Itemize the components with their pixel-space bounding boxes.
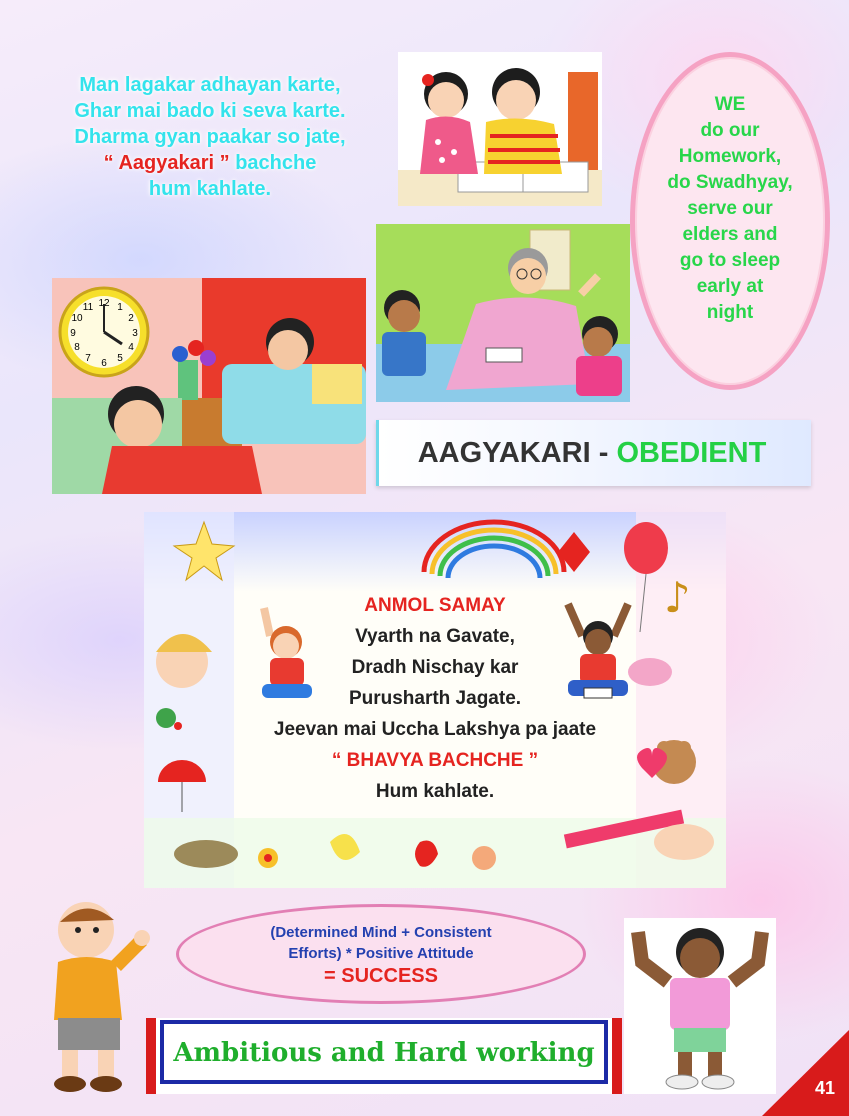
we-line: elders and xyxy=(682,224,778,245)
banner-left: AAGYAKARI - xyxy=(417,437,617,469)
clock-num: 7 xyxy=(85,353,91,364)
clock-num: 12 xyxy=(98,298,110,309)
we-oval-text xyxy=(630,92,830,326)
frame-line-2: Dradh Nischay kar xyxy=(351,657,519,678)
banner-right: OBEDIENT xyxy=(616,437,767,469)
clock-num: 2 xyxy=(128,313,134,324)
we-line: night xyxy=(706,302,754,323)
poem-line-5: hum kahlate. xyxy=(148,178,272,200)
svg-text:♪: ♪ xyxy=(664,573,691,622)
success-line-3: = SUCCESS xyxy=(324,965,438,987)
clock-num: 6 xyxy=(101,358,107,369)
we-line: go to sleep xyxy=(679,250,781,271)
children-studying-illustration xyxy=(398,52,602,206)
page-number-tab xyxy=(762,1030,849,1116)
poem xyxy=(30,72,390,202)
clock-num: 3 xyxy=(132,328,138,339)
poem-line-4 xyxy=(30,150,390,176)
frame-line-3: Purusharth Jagate. xyxy=(348,688,522,709)
frame-title: ANMOL SAMAY xyxy=(364,595,506,616)
page-number: 41 xyxy=(814,1078,836,1098)
poem-aagyakari: “ Aagyakari ” xyxy=(103,152,230,174)
we-line: do our xyxy=(700,120,760,141)
success-line-1: (Determined Mind + Consistent xyxy=(270,924,492,941)
clock-num: 11 xyxy=(82,302,94,313)
poem-line-3: Dharma gyan paakar so jate, xyxy=(74,126,346,148)
ambitious-banner-text: Ambitious and Hard working xyxy=(173,1038,595,1068)
we-line: WE xyxy=(714,94,746,115)
success-formula xyxy=(176,922,586,987)
frame-line-6: Hum kahlate. xyxy=(375,781,495,802)
we-line: early at xyxy=(696,276,764,297)
grandmother-teaching-illustration xyxy=(376,224,630,402)
frame-poem xyxy=(200,590,670,807)
frame-line-5: “ BHAVYA BACHCHE ” xyxy=(331,750,539,771)
clock-icon xyxy=(56,284,152,380)
frame-line-4: Jeevan mai Uccha Lakshya pa jaate xyxy=(273,719,597,740)
clock-num: 1 xyxy=(117,302,123,313)
success-line-2: Efforts) * Positive Attitude xyxy=(288,945,474,962)
poem-line-2: Ghar mai bado ki seva karte. xyxy=(74,100,346,122)
strong-boy-illustration xyxy=(624,918,776,1094)
poem-line-4-rest: bachche xyxy=(229,152,317,174)
clock-num: 9 xyxy=(70,328,76,339)
obedient-banner-text xyxy=(376,436,808,470)
thinking-boy-illustration xyxy=(24,900,160,1096)
we-line: serve our xyxy=(687,198,773,219)
frame-line-1: Vyarth na Gavate, xyxy=(355,626,515,647)
clock-num: 5 xyxy=(117,353,123,364)
clock-num: 4 xyxy=(128,342,134,353)
clock-num: 10 xyxy=(71,313,83,324)
poem-line-1: Man lagakar adhayan karte, xyxy=(79,74,341,96)
clock-num: 8 xyxy=(74,342,80,353)
we-line: Homework, xyxy=(678,146,782,167)
we-line: do Swadhyay, xyxy=(667,172,793,193)
